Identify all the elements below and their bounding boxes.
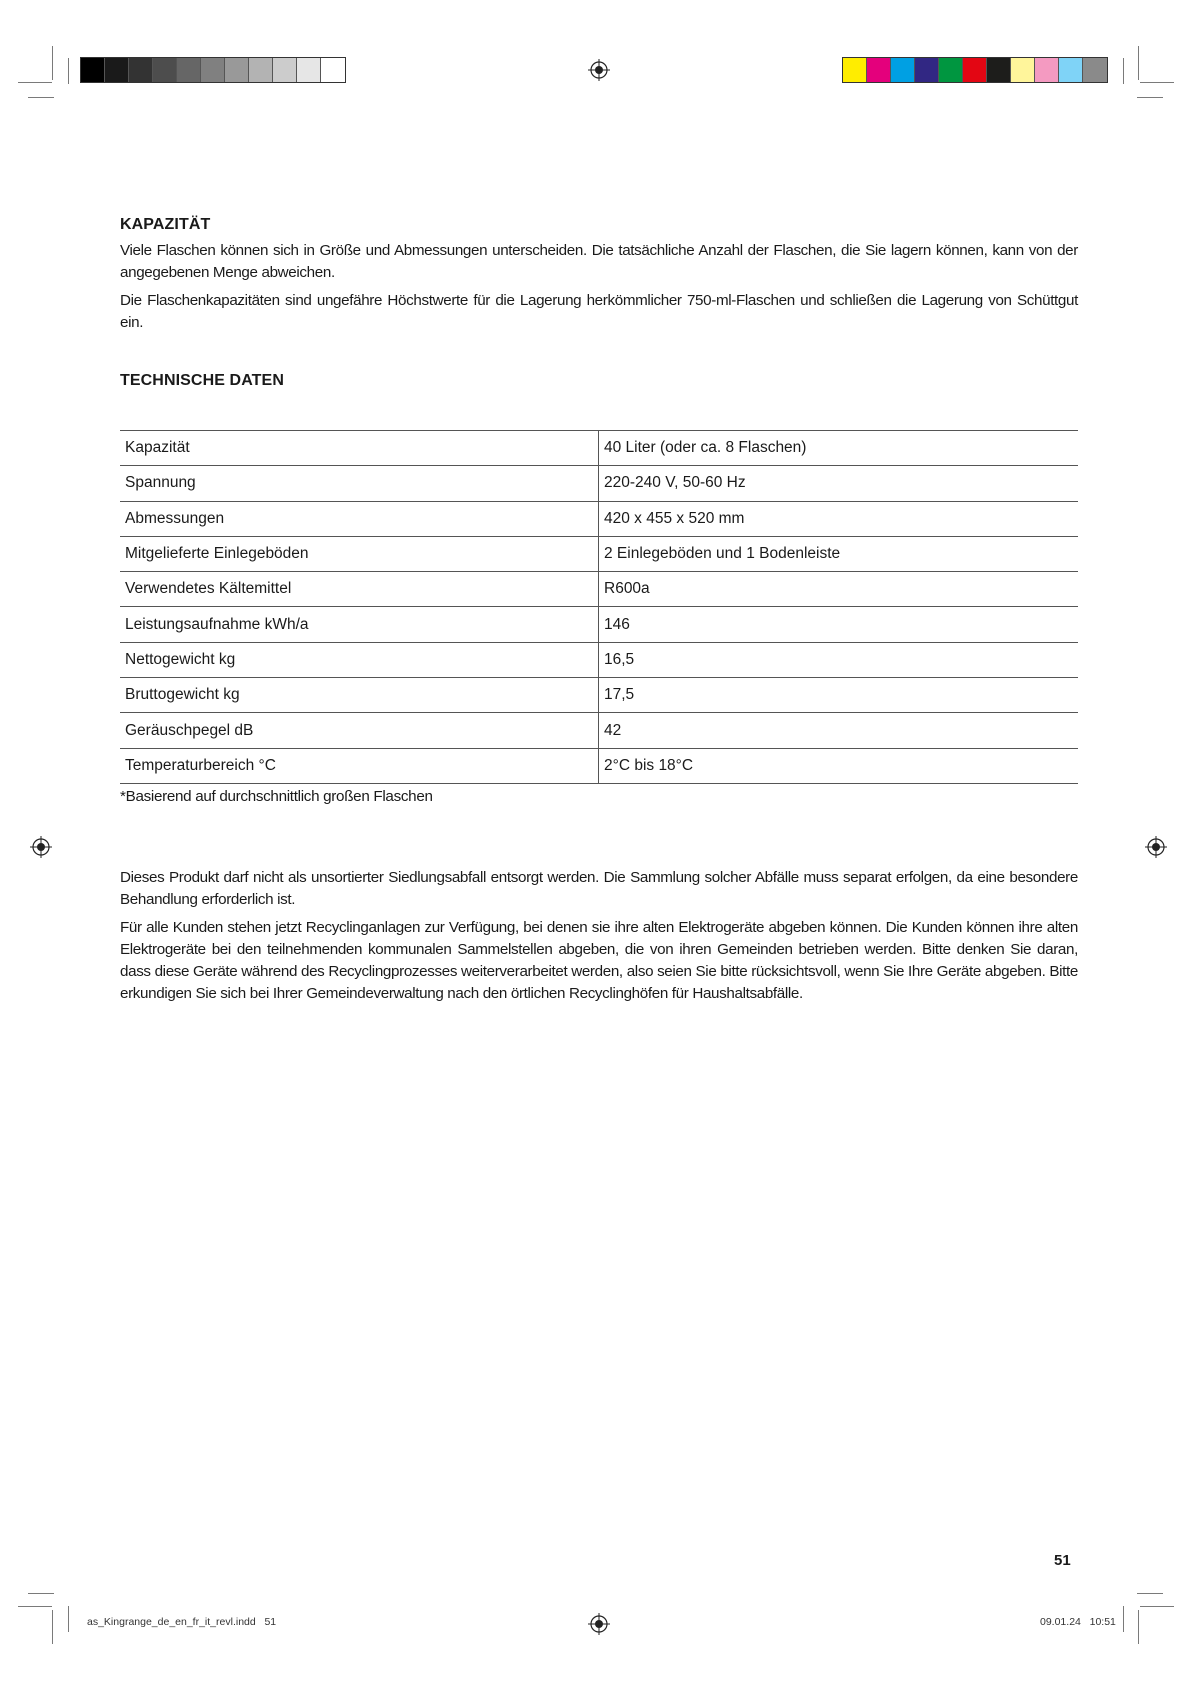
registration-mark-icon xyxy=(588,1613,610,1635)
disposal-paragraph: Dieses Produkt darf nicht als unsortierter Siedlungsabfall entsorgt werden. Die Sammlung solcher Abfälle muss separat erfolgen, da eine besondere Behandlung erforderlich ist. xyxy=(120,869,1078,908)
spec-label: Spannung xyxy=(120,466,599,501)
spec-label: Leistungsaufnahme kWh/a xyxy=(120,607,599,642)
gray-swatch xyxy=(153,58,177,82)
crop-mark xyxy=(28,1593,54,1594)
gray-swatch xyxy=(225,58,249,82)
disposal-paragraph: Für alle Kunden stehen jetzt Recyclinganlagen zur Verfügung, bei denen sie ihre alten Elektrogeräte abgeben können. Die Kunden können ihre alten Elektrogeräte bei den teilnehmenden kommunalen Sammelstellen abgeben, die von ihren Gemeinden betrieben werden. Bitte denken Sie daran, dass diese Geräte während des Recyclingprozesses weiterverarbeitet werden, also seien Sie bitte rücksichtsvoll, wenn Sie Ihre Geräte abgeben. Bitte erkundigen Sie sich bei Ihrer Gemeindeverwaltung nach den örtlichen Recyclinghöfen für Haushaltsabfälle. xyxy=(120,919,1078,1002)
table-row xyxy=(120,466,1078,501)
color-swatch xyxy=(891,58,915,82)
grayscale-calibration-bar xyxy=(80,57,346,83)
spec-label: Verwendetes Kältemittel xyxy=(120,572,599,607)
gray-swatch xyxy=(273,58,297,82)
crop-mark xyxy=(28,97,54,98)
gray-swatch xyxy=(129,58,153,82)
spec-label: Abmessungen xyxy=(120,501,599,536)
gray-swatch xyxy=(105,58,129,82)
crop-mark xyxy=(1123,1606,1124,1632)
spec-value: 220-240 V, 50-60 Hz xyxy=(599,466,1079,501)
table-row xyxy=(120,748,1078,783)
spec-value: 420 x 455 x 520 mm xyxy=(599,501,1079,536)
color-swatch xyxy=(867,58,891,82)
table-row xyxy=(120,572,1078,607)
registration-mark-icon xyxy=(588,59,610,81)
crop-mark xyxy=(52,46,53,80)
table-row xyxy=(120,607,1078,642)
crop-mark xyxy=(68,58,69,84)
spec-value: 17,5 xyxy=(599,678,1079,713)
crop-mark xyxy=(1123,58,1124,84)
capacity-paragraph: Die Flaschenkapazitäten sind ungefähre Höchstwerte für die Lagerung herkömmlicher 750-ml-Flaschen und schließen die Lagerung von Schüttgut ein. xyxy=(120,292,1078,331)
spec-value: 42 xyxy=(599,713,1079,748)
crop-mark xyxy=(18,82,52,83)
page-number: 51 xyxy=(1054,1552,1071,1569)
gray-swatch xyxy=(81,58,105,82)
spec-label: Mitgelieferte Einlegeböden xyxy=(120,536,599,571)
crop-mark xyxy=(1140,82,1174,83)
disposal-section xyxy=(120,867,1078,1005)
color-swatch xyxy=(1059,58,1083,82)
color-swatch xyxy=(987,58,1011,82)
slug-date: 09.01.24 10:51 xyxy=(1040,1616,1116,1628)
crop-mark xyxy=(1138,46,1139,80)
gray-swatch xyxy=(201,58,225,82)
crop-mark xyxy=(68,1606,69,1632)
slug-filename: as_Kingrange_de_en_fr_it_revl.indd 51 xyxy=(87,1616,277,1628)
spec-label: Nettogewicht kg xyxy=(120,642,599,677)
gray-swatch xyxy=(177,58,201,82)
gray-swatch xyxy=(321,58,345,82)
spec-value: 40 Liter (oder ca. 8 Flaschen) xyxy=(599,431,1079,466)
color-calibration-bar xyxy=(842,57,1108,83)
color-swatch xyxy=(1083,58,1107,82)
color-swatch xyxy=(1035,58,1059,82)
color-swatch xyxy=(915,58,939,82)
crop-mark xyxy=(1140,1606,1174,1607)
specs-table xyxy=(120,430,1078,784)
table-row xyxy=(120,642,1078,677)
color-swatch xyxy=(1011,58,1035,82)
table-row xyxy=(120,431,1078,466)
gray-swatch xyxy=(249,58,273,82)
crop-mark xyxy=(1137,1593,1163,1594)
table-row xyxy=(120,501,1078,536)
color-swatch xyxy=(843,58,867,82)
spec-label: Bruttogewicht kg xyxy=(120,678,599,713)
spec-label: Temperaturbereich °C xyxy=(120,748,599,783)
specs-heading-block xyxy=(120,372,1078,390)
capacity-paragraph: Viele Flaschen können sich in Größe und Abmessungen unterscheiden. Die tatsächliche Anzahl der Flaschen, die Sie lagern können, kann von der angegebenen Menge abweichen. xyxy=(120,242,1078,281)
spec-value: 146 xyxy=(599,607,1079,642)
gray-swatch xyxy=(297,58,321,82)
spec-label: Geräuschpegel dB xyxy=(120,713,599,748)
color-swatch xyxy=(963,58,987,82)
crop-mark xyxy=(18,1606,52,1607)
spec-label: Kapazität xyxy=(120,431,599,466)
crop-mark xyxy=(1137,97,1163,98)
spec-value: 2°C bis 18°C xyxy=(599,748,1079,783)
crop-mark xyxy=(1138,1610,1139,1644)
spec-value: 2 Einlegeböden und 1 Bodenleiste xyxy=(599,536,1079,571)
specs-footnote: *Basierend auf durchschnittlich großen Flaschen xyxy=(120,788,433,805)
specs-heading: TECHNISCHE DATEN xyxy=(120,372,284,389)
table-row xyxy=(120,713,1078,748)
capacity-heading: KAPAZITÄT xyxy=(120,216,211,233)
color-swatch xyxy=(939,58,963,82)
registration-mark-icon xyxy=(30,836,52,858)
crop-mark xyxy=(52,1610,53,1644)
spec-value: 16,5 xyxy=(599,642,1079,677)
table-row xyxy=(120,678,1078,713)
capacity-section xyxy=(120,216,1078,334)
spec-value: R600a xyxy=(599,572,1079,607)
table-row xyxy=(120,536,1078,571)
registration-mark-icon xyxy=(1145,836,1167,858)
